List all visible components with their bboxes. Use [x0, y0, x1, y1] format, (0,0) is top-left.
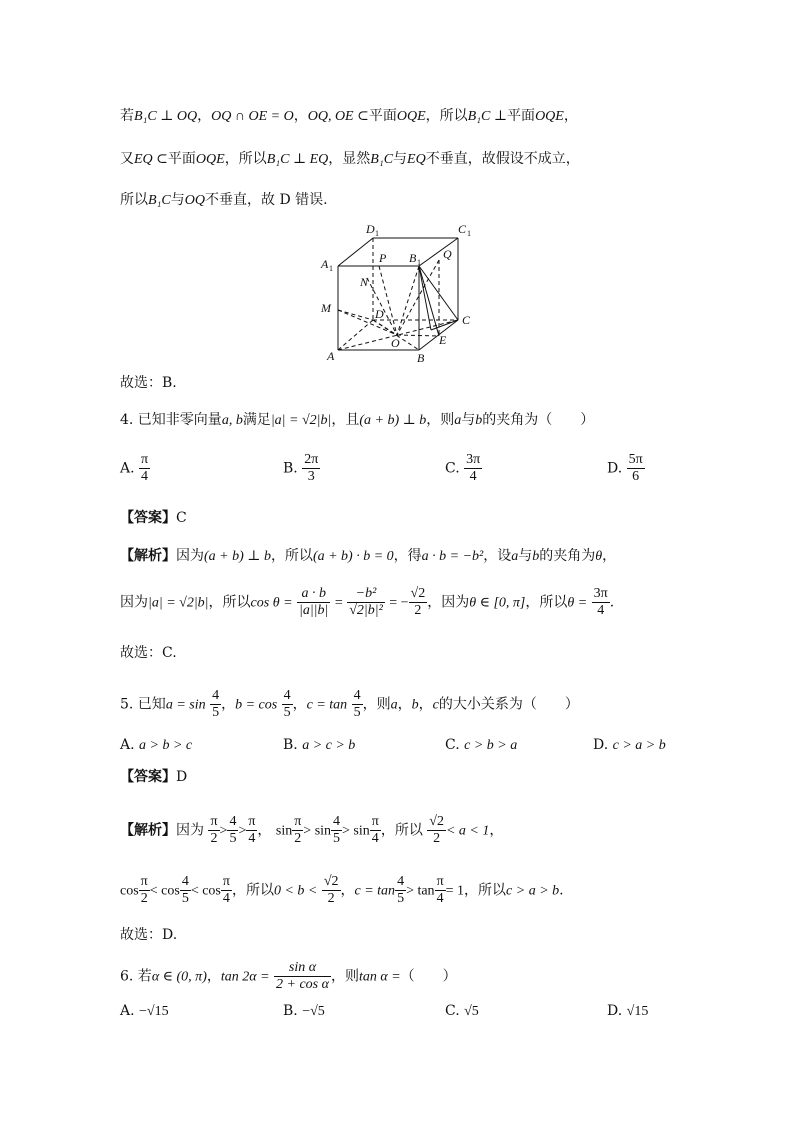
- point-label: D: [366, 222, 375, 236]
- text: ，: [197, 108, 212, 124]
- math: b: [532, 549, 540, 564]
- fraction: [227, 814, 238, 847]
- q4-option-a[interactable]: [120, 452, 150, 485]
- denominator: 2: [294, 831, 302, 846]
- math: sin: [275, 823, 293, 839]
- text: ，: [293, 108, 308, 124]
- point-label: A: [321, 257, 329, 271]
- point-label: N: [360, 275, 369, 289]
- fraction: [210, 688, 221, 721]
- denominator: 5: [181, 891, 189, 906]
- math: B₁C ⊥ EQ: [266, 152, 329, 167]
- denominator: 2: [140, 891, 148, 906]
- fraction: [331, 814, 342, 847]
- denominator: √2|b|²: [349, 603, 383, 618]
- fraction: [409, 586, 428, 619]
- option-label: D.: [593, 737, 609, 753]
- text: 的大小关系为（ ）: [438, 696, 579, 713]
- question-4-stem: [120, 410, 594, 431]
- math: θ ∈ [0, π]: [469, 595, 526, 611]
- denominator: 3: [307, 469, 315, 484]
- point-label: D: [375, 307, 384, 321]
- math: b: [411, 697, 419, 713]
- numerator: 4: [283, 688, 291, 703]
- answer-value: D: [176, 769, 188, 785]
- math: cos θ =: [250, 595, 293, 611]
- question-5-stem: [120, 688, 579, 721]
- math: < cos: [149, 883, 180, 899]
- solution-line-1: [120, 106, 578, 127]
- fraction: [297, 586, 330, 619]
- math: a · b = −b²: [421, 549, 484, 564]
- math: a: [454, 413, 462, 428]
- point-label: O: [391, 336, 400, 350]
- numerator: 4: [397, 874, 405, 889]
- option-label: B.: [283, 1003, 298, 1019]
- option-label: D.: [607, 1003, 623, 1019]
- text: 满足: [242, 412, 271, 428]
- text: 平面: [507, 108, 536, 124]
- option-label: B.: [283, 737, 298, 753]
- edge: [379, 266, 397, 335]
- q6-option-a[interactable]: [120, 1003, 169, 1020]
- option-label: C.: [445, 737, 460, 753]
- numerator: π: [210, 814, 218, 829]
- numerator: 4: [353, 688, 361, 703]
- option-text: c > a > b: [612, 738, 666, 753]
- answer-value: C: [176, 510, 187, 526]
- math: OQE: [396, 109, 426, 124]
- denominator: 4: [222, 891, 230, 906]
- math: OQ ∩ OE = O: [211, 109, 294, 124]
- cube-figure: [315, 220, 485, 370]
- option-text: √15: [626, 1004, 649, 1019]
- text: 的夹角为（ ）: [482, 412, 595, 428]
- math: B₁C: [148, 193, 171, 208]
- analysis-tag: 【解析】: [120, 548, 176, 564]
- text: ，则: [330, 968, 359, 985]
- text: ，: [206, 968, 221, 985]
- math: OQE: [195, 152, 225, 167]
- text: 与: [461, 412, 476, 428]
- q5-analysis-line-1: [120, 814, 503, 847]
- math: c = tan: [354, 883, 396, 899]
- text: ，: [397, 696, 412, 713]
- denominator: 2: [414, 603, 422, 618]
- option-label: A.: [120, 460, 135, 477]
- q5-option-b[interactable]: [283, 737, 355, 754]
- denominator: 4: [141, 469, 149, 484]
- edge: [338, 238, 373, 266]
- text: ，得: [393, 548, 422, 564]
- text: ，: [340, 882, 355, 899]
- q4-option-b[interactable]: [283, 452, 320, 485]
- math: = −: [389, 595, 409, 611]
- math: > tan: [406, 883, 435, 899]
- option-label: A.: [120, 1003, 135, 1019]
- fraction: [282, 688, 293, 721]
- numerator: 4: [181, 874, 189, 889]
- point-label: B: [409, 251, 417, 265]
- option-label: A.: [120, 737, 135, 753]
- denominator: 5: [397, 891, 405, 906]
- fraction: [208, 814, 219, 847]
- math: B₁C: [370, 152, 394, 167]
- math: =: [334, 595, 343, 611]
- option-label: D.: [607, 460, 623, 477]
- text: ，设: [483, 548, 512, 564]
- numerator: π: [248, 814, 256, 829]
- option-label: C.: [445, 460, 460, 477]
- denominator: 5: [333, 831, 341, 846]
- numerator: 4: [333, 814, 341, 829]
- text: ，所以: [425, 108, 468, 124]
- denominator: 4: [248, 831, 256, 846]
- q5-answer: [120, 767, 187, 787]
- text: （ ）: [400, 968, 457, 985]
- denominator: 2: [433, 831, 441, 846]
- q4-option-d[interactable]: [607, 452, 645, 485]
- q5-analysis-line-2: [120, 874, 564, 907]
- numerator: √2: [410, 586, 426, 601]
- math: cos: [120, 883, 139, 899]
- math: |a| = √2|b|: [270, 413, 332, 428]
- q5-option-d[interactable]: [593, 737, 666, 754]
- text: 又: [120, 151, 134, 167]
- math: < a < 1: [445, 823, 490, 839]
- text: 的夹角为: [539, 548, 596, 564]
- math: a = sin: [165, 697, 206, 713]
- conclusion-c: 故选：C.: [120, 645, 177, 661]
- math: (a + b) ⊥ b: [359, 413, 427, 428]
- text: 平面: [167, 151, 196, 167]
- text: ，: [221, 696, 236, 713]
- conclusion-b: 故选：B.: [120, 375, 177, 391]
- numerator: 3π: [466, 452, 481, 467]
- fraction: [464, 452, 482, 485]
- math: B₁C ⊥: [467, 109, 508, 124]
- text: 与: [393, 151, 408, 167]
- numerator: 4: [212, 688, 220, 703]
- math: tan 2α =: [220, 969, 270, 985]
- text: 与: [518, 548, 533, 564]
- point-label: 1: [329, 264, 333, 273]
- analysis-tag: 【解析】: [120, 822, 176, 839]
- point-label: 1: [467, 229, 471, 238]
- text: .: [609, 594, 615, 611]
- text: 因为: [176, 822, 204, 839]
- text: ，所以: [208, 594, 251, 611]
- denominator: 2: [210, 831, 218, 846]
- fraction: [592, 586, 610, 619]
- fraction: [246, 814, 257, 847]
- point-label: A: [327, 349, 335, 363]
- conclusion-d: 故选：D.: [120, 927, 178, 943]
- q4-option-c[interactable]: [445, 452, 482, 485]
- math: OQ: [184, 193, 205, 208]
- math: a, b: [221, 413, 243, 428]
- fraction: [274, 960, 331, 993]
- fraction: [370, 814, 381, 847]
- text: ，所以: [464, 882, 507, 899]
- numerator: sin α: [274, 960, 331, 977]
- numerator: π: [371, 814, 379, 829]
- text: 若: [120, 108, 134, 124]
- denominator: 5: [283, 705, 291, 720]
- text: 不垂直，故 D 错误.: [205, 192, 328, 208]
- fraction: [221, 874, 232, 907]
- answer-tag: 【答案】: [120, 769, 176, 785]
- text: ，所以: [525, 594, 568, 611]
- text: ，: [418, 696, 433, 713]
- math: a: [390, 697, 398, 713]
- denominator: 2: [327, 891, 335, 906]
- edge: [397, 335, 439, 336]
- fraction: [352, 688, 363, 721]
- text: ，所以: [380, 822, 423, 839]
- numerator: 4: [229, 814, 237, 829]
- point-label: B: [417, 351, 425, 365]
- math: θ =: [567, 595, 588, 611]
- point-label: M: [321, 301, 331, 315]
- q4-analysis-line-1: [120, 546, 616, 567]
- numerator: π: [222, 874, 230, 889]
- text: ，因为: [427, 594, 470, 611]
- point-label: E: [439, 333, 447, 347]
- math: B₁C ⊥ OQ: [134, 109, 198, 124]
- math: tan α =: [358, 969, 401, 985]
- math: c = tan: [306, 697, 348, 713]
- text: 因为: [120, 594, 148, 611]
- fraction: [627, 452, 645, 485]
- numerator: 3π: [593, 586, 608, 601]
- text: 因为: [176, 548, 204, 564]
- text: ，所以: [231, 882, 274, 899]
- q4-answer: [120, 508, 187, 528]
- option-label: B.: [283, 460, 298, 477]
- edge: [338, 310, 397, 335]
- text: ，所以: [270, 548, 313, 564]
- numerator: π: [294, 814, 302, 829]
- math: OQ, OE ⊂: [307, 109, 369, 124]
- numerator: a · b: [297, 586, 330, 603]
- math: b: [475, 413, 483, 428]
- math: (a + b) ⊥ b: [204, 549, 271, 564]
- fraction: [180, 874, 191, 907]
- denominator: 6: [632, 469, 640, 484]
- math: (a + b) · b = 0: [312, 549, 394, 564]
- numerator: π: [141, 452, 149, 467]
- q5-option-a[interactable]: [120, 737, 192, 754]
- solution-line-3: [120, 190, 328, 211]
- math: c: [432, 697, 439, 713]
- text: ，: [489, 822, 504, 839]
- denominator: 5: [229, 831, 237, 846]
- question-6-stem: [120, 960, 457, 993]
- fraction: [395, 874, 406, 907]
- text: ，则: [362, 696, 391, 713]
- text: 与: [170, 192, 185, 208]
- answer-tag: 【答案】: [120, 510, 176, 526]
- text: ，: [602, 548, 617, 564]
- text: 4. 已知非零向量: [120, 412, 222, 428]
- denominator: 2 + cos α: [276, 977, 329, 992]
- math: |a| = √2|b|: [148, 595, 209, 611]
- denominator: |a||b|: [298, 603, 329, 618]
- math: EQ: [407, 152, 426, 167]
- math: α ∈ (0, π): [151, 969, 207, 985]
- q6-option-d[interactable]: [607, 1003, 648, 1020]
- fraction: [322, 874, 341, 907]
- fraction: [427, 814, 446, 847]
- math: OQE: [535, 109, 564, 124]
- text: ，则: [426, 412, 455, 428]
- option-text: √5: [464, 1004, 479, 1019]
- point-label: C: [462, 313, 471, 327]
- numerator: π: [436, 874, 444, 889]
- text: ，且: [331, 412, 360, 428]
- text: ，显然: [328, 151, 371, 167]
- math: = 1: [445, 883, 465, 899]
- text: 平面: [368, 108, 397, 124]
- numerator: 2π: [304, 452, 319, 467]
- option-text: a > c > b: [302, 738, 356, 753]
- text: .: [559, 882, 564, 899]
- numerator: 5π: [628, 452, 643, 467]
- math: b = cos: [235, 697, 278, 713]
- math: 0 < b <: [273, 883, 318, 899]
- math: >: [219, 823, 228, 839]
- fraction: [435, 874, 446, 907]
- fraction: [139, 874, 150, 907]
- numerator: √2: [429, 814, 444, 829]
- point-label: 1: [417, 258, 421, 267]
- numerator: π: [140, 874, 148, 889]
- denominator: 4: [597, 603, 605, 618]
- option-text: c > b > a: [464, 738, 518, 753]
- edge: [397, 260, 439, 335]
- denominator: 5: [212, 705, 220, 720]
- math: > sin: [303, 823, 332, 839]
- text: 6. 若: [120, 968, 152, 985]
- math: < cos: [190, 883, 221, 899]
- fraction: [139, 452, 150, 485]
- option-text: −√15: [139, 1004, 169, 1019]
- fraction: [302, 452, 320, 485]
- edge: [338, 320, 373, 350]
- point-label: 1: [375, 229, 379, 238]
- point-label: C: [458, 222, 467, 236]
- q4-analysis-line-2: [120, 586, 614, 619]
- denominator: 4: [469, 469, 477, 484]
- text: ，: [257, 822, 272, 839]
- q6-option-c[interactable]: [445, 1003, 479, 1020]
- point-label: P: [379, 251, 387, 265]
- option-text: −√5: [302, 1004, 325, 1019]
- point-label: Q: [443, 247, 452, 261]
- solution-line-2: [120, 149, 580, 170]
- text: ，所以: [224, 151, 267, 167]
- fraction: [292, 814, 303, 847]
- edge: [397, 266, 419, 335]
- math: θ: [595, 549, 603, 564]
- text: 不垂直，故假设不成立，: [425, 151, 580, 167]
- math: c > a > b: [506, 883, 560, 899]
- text: 5. 已知: [120, 696, 166, 713]
- math: >: [238, 823, 247, 839]
- option-text: a > b > c: [139, 738, 193, 753]
- fraction: [347, 586, 385, 619]
- text: ，: [292, 696, 307, 713]
- numerator: √2: [323, 874, 339, 889]
- denominator: 4: [436, 891, 444, 906]
- math: EQ ⊂: [134, 152, 168, 167]
- numerator: −b²: [347, 586, 385, 603]
- edge: [338, 310, 373, 320]
- denominator: 5: [353, 705, 361, 720]
- math: > sin: [342, 823, 370, 839]
- q5-option-c[interactable]: [445, 737, 517, 754]
- q6-option-b[interactable]: [283, 1003, 325, 1020]
- denominator: 4: [371, 831, 379, 846]
- option-label: C.: [445, 1003, 460, 1019]
- math: a: [511, 549, 519, 564]
- text: 所以: [120, 192, 148, 208]
- text: ，: [563, 108, 578, 124]
